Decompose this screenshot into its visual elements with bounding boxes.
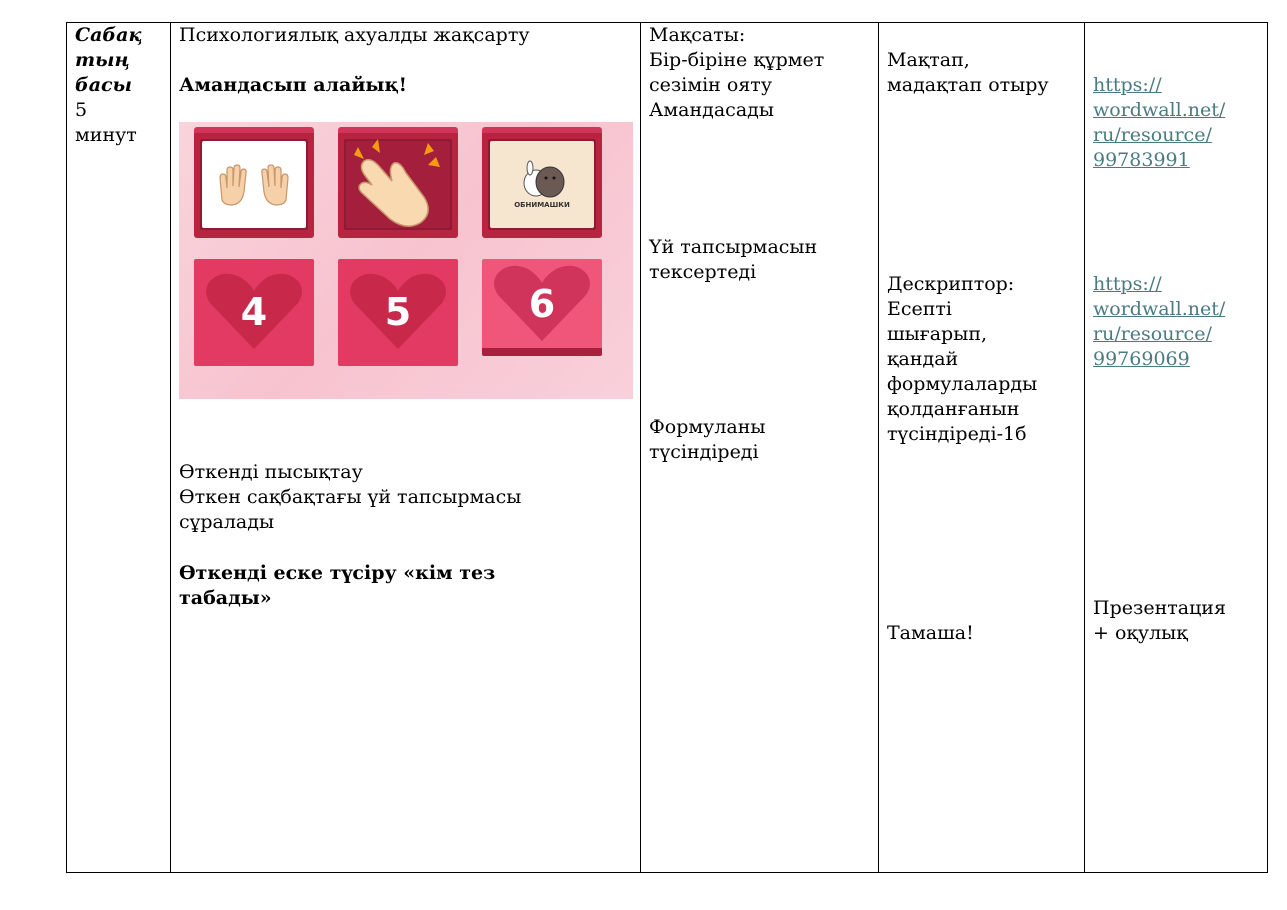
- resources-text: [1093, 596, 1263, 646]
- duration-unit: минут: [75, 124, 137, 146]
- formula-line: Формуланы: [649, 416, 766, 438]
- goal-text: [649, 23, 874, 123]
- stage-title-line: Сабақ: [75, 24, 142, 46]
- activity-column: [170, 23, 640, 872]
- formula-text: [649, 415, 874, 465]
- review-text-line: Өткен сақбақтағы үй тапсырмасы: [179, 486, 522, 508]
- praise-line: мадақтап отыру: [887, 74, 1049, 96]
- resources-line: + оқулық: [1093, 622, 1188, 644]
- descriptor-line: қолданғанын: [887, 398, 1020, 420]
- greeting-text: Амандасып алайық!: [179, 74, 407, 96]
- resources-line: Презентация: [1093, 597, 1226, 619]
- game-title-line: табады»: [179, 587, 272, 609]
- homework-line: тексертеді: [649, 261, 757, 283]
- link-line: https://: [1093, 74, 1162, 96]
- goal-line: Амандасады: [649, 99, 774, 121]
- descriptor-line: Дескриптор:: [887, 273, 1015, 295]
- descriptor-text: [887, 272, 1080, 447]
- heart-tile-5: [338, 259, 458, 366]
- goal-line: Мақсаты:: [649, 24, 746, 46]
- hug-bears-icon: [512, 159, 572, 201]
- review-text-line: сұралады: [179, 511, 275, 533]
- heart-number: 5: [384, 290, 412, 334]
- stage-column: [67, 23, 170, 872]
- wordwall-link-1[interactable]: [1093, 73, 1263, 173]
- greeting-game-image: [179, 122, 633, 399]
- homework-line: Үй тапсырмасын: [649, 236, 818, 258]
- link-line: wordwall.net/: [1093, 99, 1226, 121]
- resources-column: [1084, 23, 1267, 872]
- duration-value: 5: [75, 99, 88, 121]
- lesson-plan-table: [66, 22, 1268, 873]
- greeting-card-box: [338, 127, 458, 238]
- assessment-column: [878, 23, 1084, 872]
- stage-title-line: басы: [75, 74, 132, 96]
- goal-line: Бір-біріне құрмет: [649, 49, 825, 71]
- heart-number: 4: [240, 290, 268, 334]
- heart-tile-6: [482, 259, 602, 356]
- link-line: 99769069: [1093, 348, 1190, 370]
- game-title: [179, 561, 636, 611]
- descriptor-line: шығарып,: [887, 323, 988, 345]
- descriptor-line: түсіндіреді-1б: [887, 423, 1027, 445]
- greeting-card-box: [194, 127, 314, 238]
- descriptor-line: формулаларды: [887, 373, 1038, 395]
- stage-title-line: тың: [75, 49, 130, 71]
- praise-line: Мақтап,: [887, 49, 970, 71]
- link-line: wordwall.net/: [1093, 298, 1226, 320]
- game-title-line: Өткенді еске түсіру «кім тез: [179, 562, 496, 584]
- heart-number: 6: [528, 282, 556, 326]
- goal-line: сезімін ояту: [649, 74, 772, 96]
- formula-line: түсіндіреді: [649, 441, 759, 463]
- descriptor-line: қандай: [887, 348, 959, 370]
- link-line: https://: [1093, 273, 1162, 295]
- clapping-hands-big-icon: [346, 141, 450, 228]
- activity-title: Психологиялық ахуалды жақсарту: [179, 24, 530, 46]
- greeting-card-box: [482, 127, 602, 238]
- review-title: Өткенді пысықтау: [179, 461, 363, 483]
- teacher-actions-column: [640, 23, 878, 872]
- praise-text: [887, 48, 1080, 98]
- stage-title: [75, 23, 166, 148]
- review-text: [179, 485, 636, 535]
- link-line: 99783991: [1093, 149, 1190, 171]
- link-line: ru/resource/: [1093, 124, 1212, 146]
- homework-check-text: [649, 235, 874, 285]
- wordwall-link-2[interactable]: [1093, 272, 1263, 372]
- clapping-hands-icon: [202, 141, 306, 228]
- hug-card: [490, 141, 594, 228]
- link-line: ru/resource/: [1093, 323, 1212, 345]
- great-text: Тамаша!: [887, 622, 974, 644]
- hug-card-caption: ОБНИМАШКИ: [514, 201, 570, 209]
- descriptor-line: Есепті: [887, 298, 953, 320]
- heart-tile-4: [194, 259, 314, 366]
